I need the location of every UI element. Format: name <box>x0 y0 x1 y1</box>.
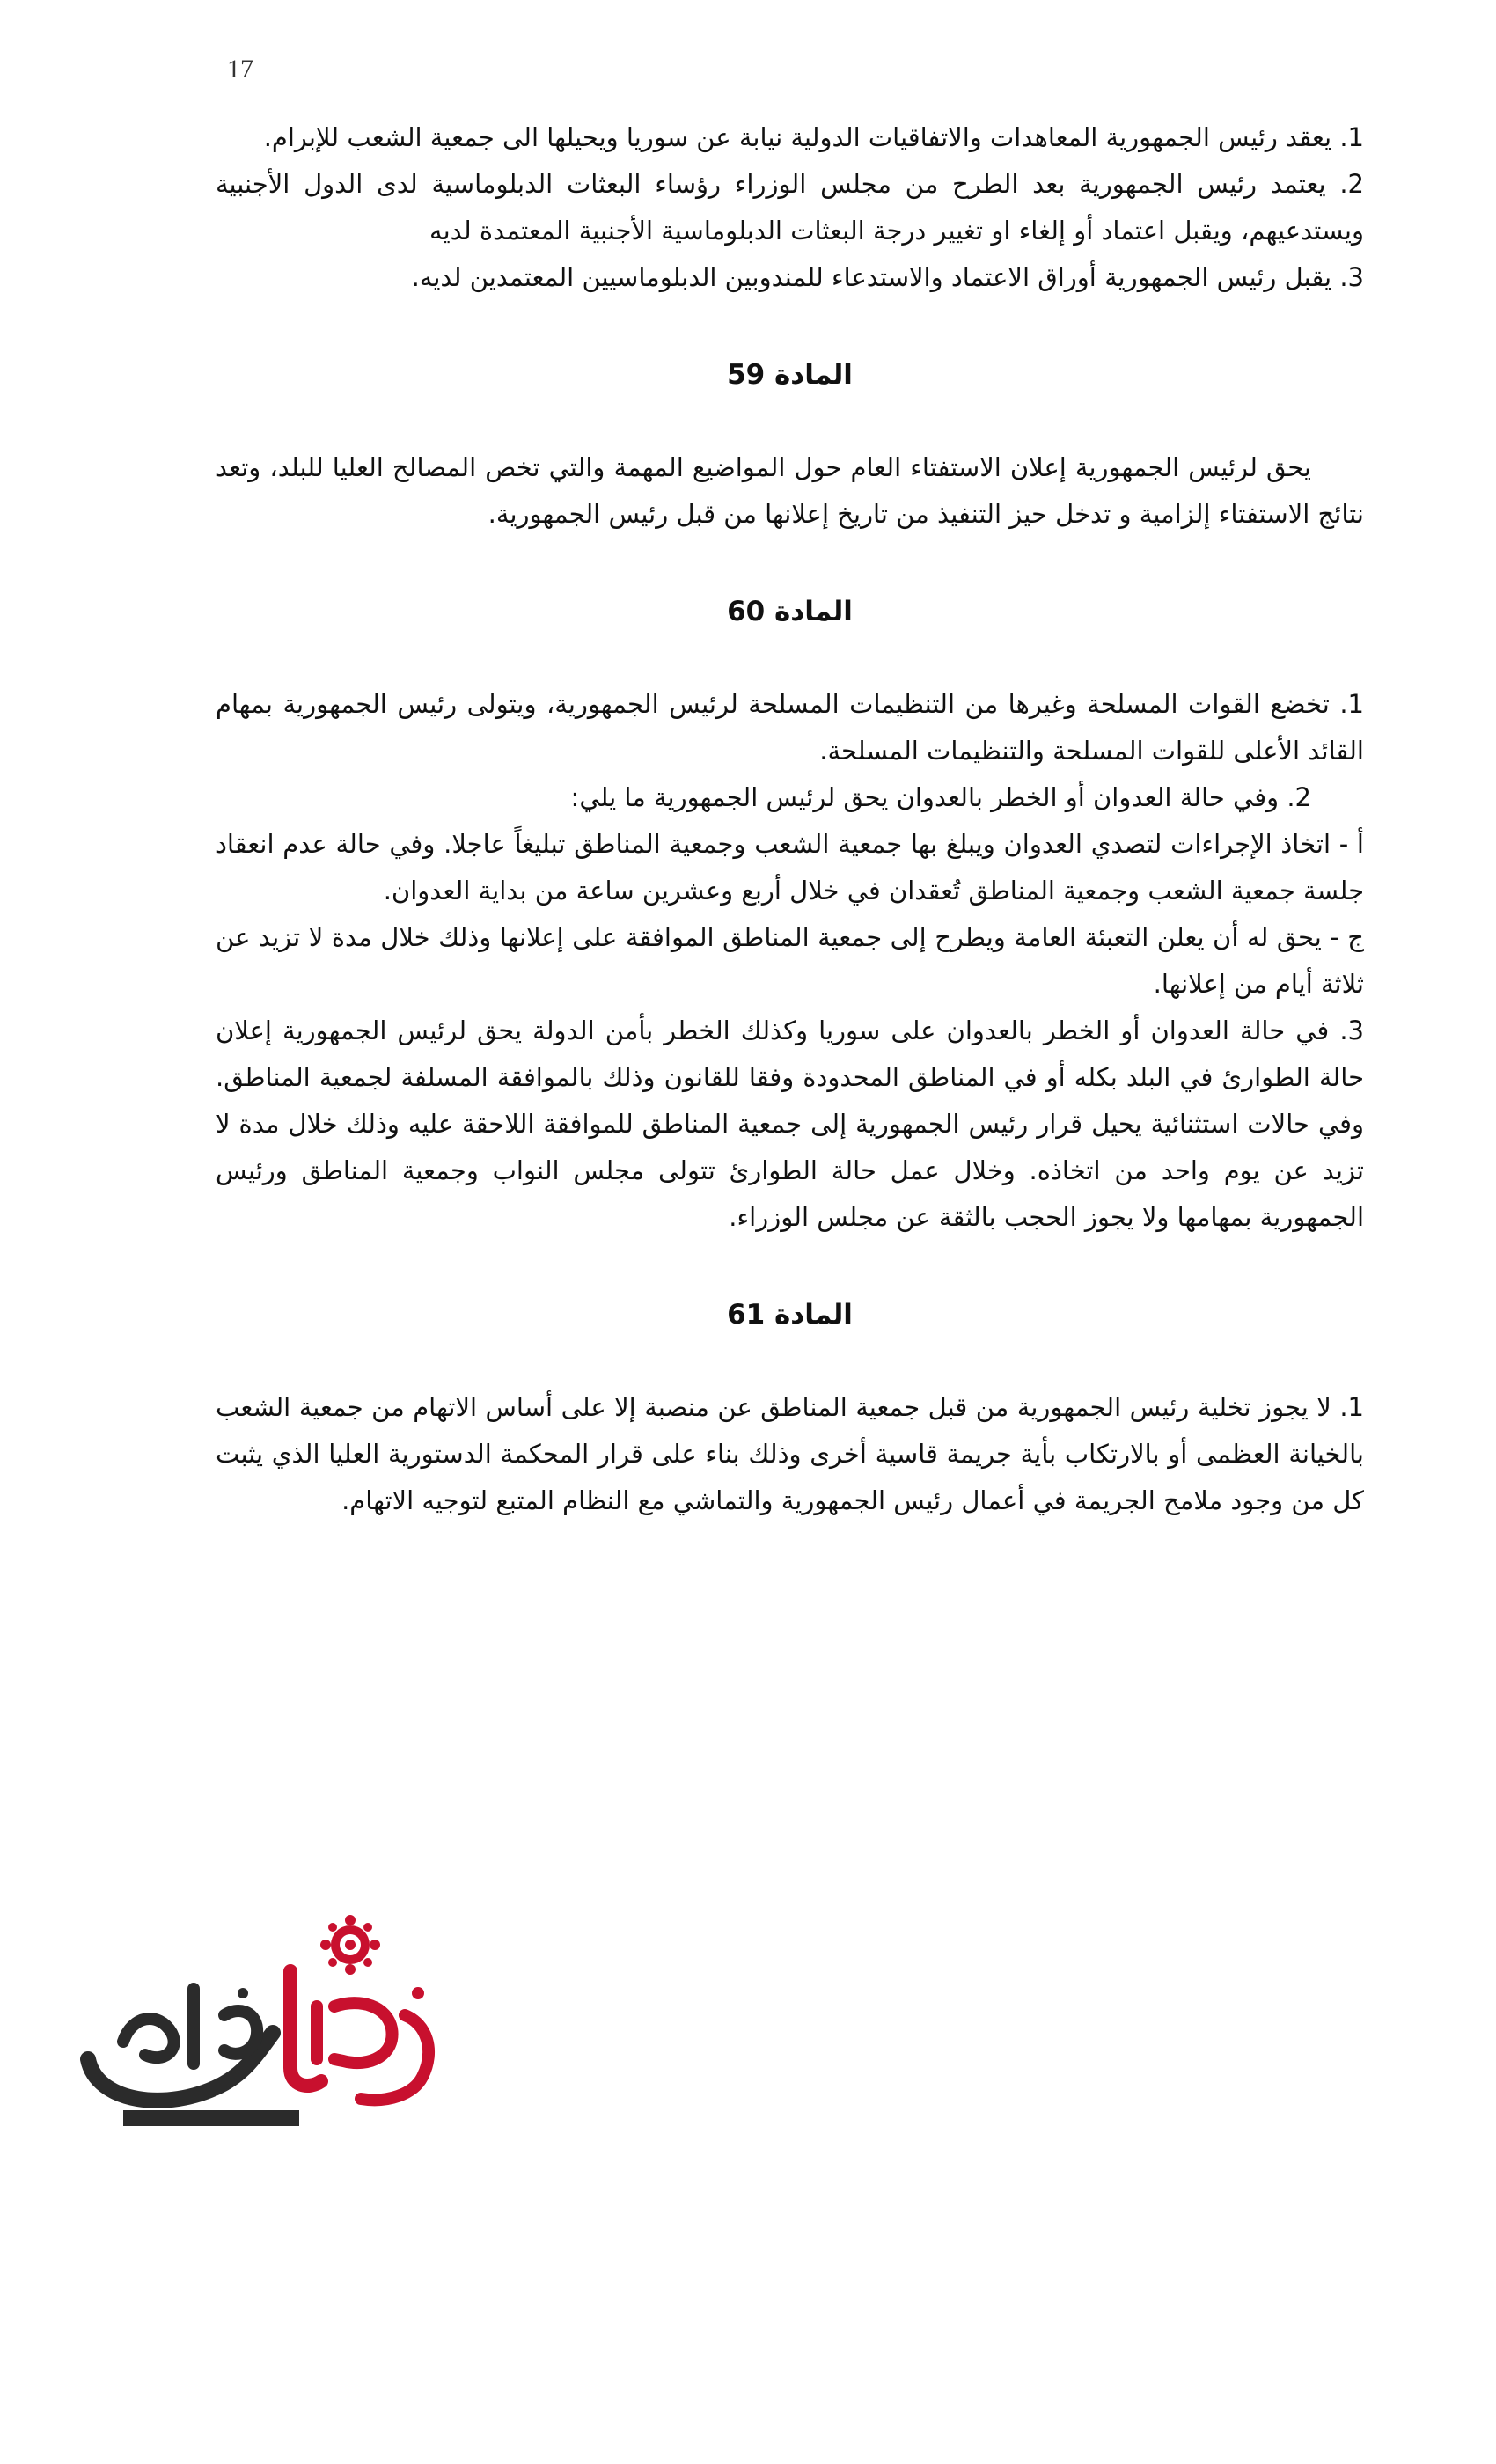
zaman-alwasl-logo <box>70 1910 449 2138</box>
paragraph-item-c: ج - يحق له أن يعلن التعبئة العامة ويطرح إلى جمعية المناطق الموافقة على إعلانها وذلك خلال مدة لا تزيد عن ثلاثة أيام من إعلانها. <box>216 922 1364 999</box>
article-60 <box>216 589 1364 1241</box>
paragraph-diplomatic-missions: 2. يعتمد رئيس الجمهورية بعد الطرح من مجلس الوزراء رؤساء البعثات الدبلوماسية لدى الدول الأجنبية ويستدعيهم، ويقبل اعتماد أو إلغاء او تغيير درجة البعثات الدبلوماسية الأجنبية المعتمدة لديه <box>216 169 1364 246</box>
rosette-icon <box>320 1915 380 1975</box>
article-title: المادة 61 <box>727 1299 853 1331</box>
article-title: المادة 59 <box>727 359 853 391</box>
paragraph-credentials: 3. يقبل رئيس الجمهورية أوراق الاعتماد والاستدعاء للمندوبين الدبلوماسيين المعتمدين لديه. <box>411 262 1364 292</box>
page-number: 17 <box>227 55 253 84</box>
paragraph-state-of-emergency: 3. في حالة العدوان أو الخطر بالعدوان على سوريا وكذلك الخطر بأمن الدولة يحق لرئيس الجمهورية إعلان حالة الطوارئ في البلد بكله أو في المناطق المحدودة وفقا للقانون وذلك بالموافقة المسلفة لجمعية المناطق. وفي حالات استثنائية يحيل قرار رئيس الجمهورية إلى جمعية المناطق للموافقة اللاحقة عليه وذلك خلال مدة لا تزيد عن يوم واحد من اتخاذه. وخلال عمل حالة الطوارئ تتولى مجلس النواب وجمعية المناطق ورئيس الجمهورية بمهامها ولا يجوز الحجب بالثقة عن مجلس الوزراء. <box>216 1016 1364 1232</box>
article-58-continued <box>216 114 1364 301</box>
paragraph-impeachment: 1. لا يجوز تخلية رئيس الجمهورية من قبل جمعية المناطق عن منصبة إلا على أساس الاتهام من جمعية الشعب بالخيانة العظمى أو بالارتكاب بأية جريمة قاسية أخرى وذلك بناء على قرار المحكمة الدستورية العليا الذي يثبت كل من وجود ملامح الجريمة في أعمال رئيس الجمهورية والتماشي مع النظام المتبع لتوجيه الاتهام. <box>216 1392 1364 1515</box>
paragraph-treaties: 1. يعقد رئيس الجمهورية المعاهدات والاتفاقيات الدولية نيابة عن سوريا ويحيلها الى جمعية الشعب للإبرام. <box>263 122 1364 152</box>
article-61 <box>216 1292 1364 1524</box>
tagline-bar <box>123 2110 299 2126</box>
paragraph-armed-forces: 1. تخضع القوات المسلحة وغيرها من التنظيمات المسلحة لرئيس الجمهورية، ويتولى رئيس الجمهورية بمهام القائد الأعلى للقوات المسلحة والتنظيمات المسلحة. <box>216 689 1364 766</box>
paragraph-referendum: يحق لرئيس الجمهورية إعلان الاستفتاء العام حول المواضيع المهمة والتي تخص المصالح العليا للبلد، وتعد نتائج الاستفتاء إلزامية و تدخل حيز التنفيذ من تاريخ إعلانها من قبل رئيس الجمهورية. <box>216 452 1364 529</box>
article-59 <box>216 352 1364 538</box>
logo-wordmark-shape <box>88 1971 429 2101</box>
paragraph-aggression: 2. وفي حالة العدوان أو الخطر بالعدوان يحق لرئيس الجمهورية ما يلي: <box>570 782 1311 812</box>
article-title: المادة 60 <box>727 596 853 627</box>
document-body <box>216 114 1364 1524</box>
paragraph-item-a: أ - اتخاذ الإجراءات لتصدي العدوان ويبلغ بها جمعية الشعب وجمعية المناطق تبليغاً عاجلا. وفي حالة عدم انعقاد جلسة جمعية الشعب وجمعية المناطق تُعقدان في خلال أربع وعشرين ساعة من بداية العدوان. <box>216 829 1364 906</box>
